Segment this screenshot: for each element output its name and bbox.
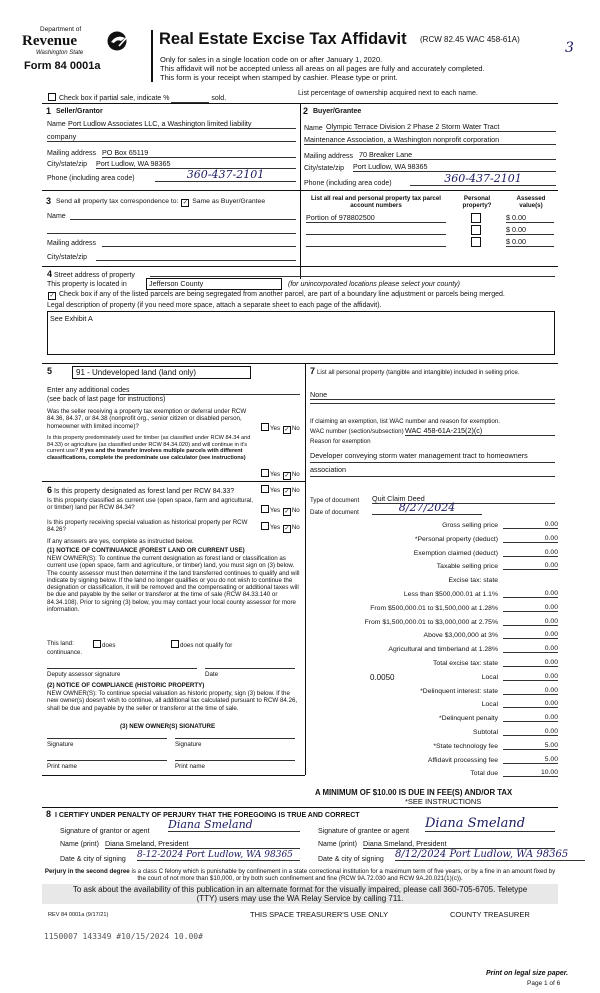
form-title: Real Estate Excise Tax Affidavit xyxy=(159,30,407,48)
perjury-notice xyxy=(42,868,558,883)
grantor-signature-label: Signature of grantor or agent xyxy=(60,828,150,835)
revision-number: REV 84 0001a (9/17/21) xyxy=(48,912,109,918)
timber-question-text: Is this property predominately used for timber (as classified under RCW 84.34 and 84.33) or agriculture (as classified under RCW 84.34.020) and will continue in it's current use? xyxy=(47,435,251,455)
notice-compliance-body: NEW OWNER(S): To continue special valuation as historic property, sign (3) below. If the new owner(s) doesn't wish to continue, all additional tax calculated pursuant to RCW 84.26, shall be due and payable by the seller or transferor at the time of sale. xyxy=(47,690,298,712)
header-note-2: This affidavit will not be accepted unless all areas on all pages are fully and accurately completed. xyxy=(160,64,485,73)
current-use-yes-no xyxy=(260,505,300,516)
calc-row-label: Total due xyxy=(470,770,498,778)
calc-row-label: Affidavit processing fee xyxy=(427,756,498,764)
calc-row-label: *Delinquent penalty xyxy=(439,715,498,723)
tax-calculation-table xyxy=(310,520,558,782)
timber-no-checkbox[interactable]: ✓ xyxy=(284,473,290,479)
personal-property-checkbox[interactable] xyxy=(471,237,481,247)
calc-row-label: Exemption claimed (deduct) xyxy=(413,549,498,557)
state-label: Washington State xyxy=(36,50,84,56)
no-label: No xyxy=(291,487,300,494)
county-select[interactable]: Jefferson County xyxy=(146,278,282,290)
does-not-option xyxy=(170,640,232,649)
sec3-name-field[interactable] xyxy=(70,211,296,220)
same-as-buyer-label: Same as Buyer/Grantee xyxy=(192,198,266,205)
owner-print-field-1[interactable] xyxy=(47,759,167,761)
segregated-checkbox[interactable]: ✓ xyxy=(49,293,55,299)
calc-row-label: Total excise tax: state xyxy=(433,660,498,667)
calc-row-label: *Delinquent interest: state xyxy=(420,687,498,695)
deputy-date-label: Date xyxy=(205,671,219,678)
seller-phone-field[interactable]: 360-437-2101 xyxy=(155,168,296,182)
section-1-title: Seller/Grantor xyxy=(56,108,103,115)
calc-row-label: From $1,500,000.01 to $3,000,000 at 2.75% xyxy=(364,618,498,626)
personal-col-header: Personal property? xyxy=(462,195,492,210)
calc-row xyxy=(310,699,558,713)
timber-question-bold: If yes and the transfer involves multiple parcels with different classifications, complete the predominate use calculator (see instructions) xyxy=(47,448,246,461)
same-as-buyer-checkbox[interactable]: ✓ xyxy=(182,200,188,206)
street-address-row xyxy=(47,269,135,279)
parcel-row xyxy=(306,213,558,225)
partial-percent-field[interactable] xyxy=(171,95,209,103)
see-list-note: (see back of last page for instructions) xyxy=(47,396,166,403)
buyer-city-label: City/state/zip xyxy=(304,165,345,172)
exemption-question: Was the seller receiving a property tax exemption or deferral under RCW 84.36, 84.37, or 84.38 (nonprofit org., senior citizen or disabled person, homeowner with limited income)? xyxy=(47,408,247,430)
grantor-signature[interactable]: Diana Smeland xyxy=(168,818,300,832)
calc-row-label: Local xyxy=(481,701,498,709)
does-label: does xyxy=(102,642,116,649)
seller-name-field[interactable]: Port Ludlow Associates LLC, a Washington limited liability xyxy=(68,119,296,129)
calc-row xyxy=(310,603,558,617)
calc-row-value[interactable]: 5.00 xyxy=(503,742,558,750)
grantor-date-label: Date & city of signing xyxy=(60,856,126,863)
notice-continuance-title: (1) NOTICE OF CONTINUANCE (FOREST LAND OR CURRENT USE) xyxy=(47,547,245,554)
calc-row-label: Taxable selling price xyxy=(436,563,498,571)
section-8-number: 8 xyxy=(46,809,52,819)
parcel-row xyxy=(306,237,558,249)
rule xyxy=(42,775,305,776)
section-7-number: 7 xyxy=(310,366,316,376)
reason-field[interactable]: Developer conveying storm water management tract to homeowners association xyxy=(310,451,528,474)
personal-property-label: List all personal property (tangible and intangible) included in selling price. xyxy=(316,369,520,376)
grantor-date-field[interactable]: 8-12-2024 Port Ludlow, WA 98365 xyxy=(137,850,300,861)
this-land-label: This land: xyxy=(47,640,74,647)
buyer-name-field-2[interactable]: Maintenance Association, a Washington nonprofit corporation xyxy=(304,135,556,145)
personal-property-row xyxy=(310,366,555,376)
personal-property-field-2[interactable] xyxy=(310,402,555,404)
calc-row xyxy=(310,617,558,631)
claim-exemption-label: If claiming an exemption, list WAC number and reason for exemption. xyxy=(310,418,500,425)
does-checkbox[interactable] xyxy=(93,640,101,648)
continuance-label: continuance. xyxy=(47,649,83,656)
buyer-name-field[interactable]: Olympic Terrace Division 2 Phase 2 Storm Water Tract xyxy=(326,122,556,132)
yes-label: Yes xyxy=(270,471,281,478)
no-label: No xyxy=(291,471,300,478)
header-divider xyxy=(151,30,153,82)
seller-mail-label: Mailing address xyxy=(47,150,97,157)
unincorporated-note: (for unincorporated locations please select your county) xyxy=(288,281,460,288)
buyer-city-field[interactable]: Port Ludlow, WA 98365 xyxy=(353,162,556,172)
calc-row xyxy=(310,686,558,700)
buyer-mail-label: Mailing address xyxy=(304,153,354,160)
notice-continuance-body: NEW OWNER(S): To continue the current designation as forest land or classification as current use (open space, farm and agriculture, or timber) land, you must sign on (3) below. The county assessor must then determine if the land transferred continues to qualify and will indicate by signing below. If the land no longer qualifies or you do not wish to continue the designation or classification, it will be removed and the compensating or additional taxes will be due and payable by the seller or transferor at the time of sale (RCW 84.33.140 or 84.34.108). Prior to signing (3) below, you may contact your local county assessor for more information. xyxy=(47,555,300,614)
calc-row-value[interactable]: 0.00 xyxy=(503,590,558,598)
parcel-table xyxy=(306,213,558,249)
grantee-name-field[interactable]: Diana Smeland, President xyxy=(363,839,555,849)
calc-row-value[interactable]: 0.00 xyxy=(503,700,558,708)
rule xyxy=(42,363,558,364)
timber-yes-checkbox[interactable] xyxy=(261,469,269,477)
wac-field[interactable]: WAC 458-61A-215(2)(c) xyxy=(405,426,555,436)
forest-question-row xyxy=(47,485,234,495)
deputy-signature-field[interactable] xyxy=(47,667,197,669)
no-label: No xyxy=(291,425,300,432)
deputy-signature-label: Deputy assessor signature xyxy=(47,671,121,678)
seller-city-label: City/state/zip xyxy=(47,161,88,168)
wa-logo-icon xyxy=(104,30,134,52)
grantee-name-label: Name (print) xyxy=(318,841,357,848)
historic-yes-no xyxy=(260,522,300,533)
grantee-signature-label: Signature of grantee or agent xyxy=(318,828,410,835)
logo xyxy=(22,26,142,78)
section-1-number: 1 xyxy=(46,106,52,116)
see-instructions-note: *SEE INSTRUCTIONS xyxy=(405,797,482,806)
does-not-label: does not qualify for xyxy=(180,642,233,649)
calc-row xyxy=(310,520,558,534)
additional-codes-label: Enter any additional codes xyxy=(47,387,130,394)
calc-row xyxy=(310,741,558,755)
calc-row-label: Gross selling price xyxy=(442,522,498,529)
sec3-city-label: City/state/zip xyxy=(47,254,88,261)
accessibility-line-1: To ask about the availability of this publication in an alternate format for the visually impaired, please call 360-705-6705. Teletype xyxy=(72,885,528,894)
grantee-date-field[interactable]: 8/12/2024 Port Ludlow, WA 98365 xyxy=(395,849,585,861)
grantee-signature[interactable]: Diana Smeland xyxy=(425,816,555,832)
parcel-number-field[interactable] xyxy=(306,237,446,247)
section-3-row xyxy=(56,198,265,207)
seller-phone-label: Phone (including area code) xyxy=(47,175,135,182)
sec3-mail-label: Mailing address xyxy=(47,240,97,247)
no-label: No xyxy=(291,507,300,514)
yes-label: Yes xyxy=(270,524,281,531)
calc-row-label: Less than $500,000.01 at 1.1% xyxy=(403,591,498,598)
does-option xyxy=(92,640,115,649)
doc-type-label: Type of document xyxy=(310,497,360,504)
calc-row-value[interactable]: 0.00 xyxy=(503,687,558,695)
calc-row-value[interactable]: 0.00 xyxy=(503,714,558,722)
calc-row xyxy=(310,727,558,741)
legal-label: Legal description of property (if you need more space, attach a separate sheet to each page of the affidavit). xyxy=(47,302,382,309)
owner-signature-field-1[interactable] xyxy=(47,737,167,739)
calc-row xyxy=(310,672,558,686)
sold-label: sold. xyxy=(211,95,227,102)
calc-row-value[interactable]: 0.00 xyxy=(503,631,558,639)
segregated-label: Check box if any of the listed parcels are being segregated from another parcel, are part of a boundary line adjustment or parcels being merged. xyxy=(58,291,505,298)
calc-row-value[interactable]: 0.00 xyxy=(503,604,558,612)
calc-row-label: Local xyxy=(481,673,498,681)
calc-row-label: Above $3,000,000 at 3% xyxy=(423,632,498,640)
rule xyxy=(42,266,558,267)
personal-property-field[interactable]: None xyxy=(310,390,555,400)
legal-paper-note: Print on legal size paper. xyxy=(486,970,569,977)
doc-date-label: Date of document xyxy=(310,509,359,516)
calc-row-value[interactable]: 0.00 xyxy=(503,549,558,557)
no-label: No xyxy=(291,524,300,531)
partial-sale-row xyxy=(47,93,226,103)
print-name-label: Print name xyxy=(175,763,205,770)
deputy-date-field[interactable] xyxy=(205,667,295,669)
historic-yes-checkbox[interactable] xyxy=(261,522,269,530)
perjury-text: is a class C felony which is punishable by confinement in a state correctional institution for a maximum term of five years, or by a fine in an amount fixed by the court of not more than $10,000, or by both such confinement and fine (RCW 9A.72.030 and RCW 9A.20.021(1)(c)). xyxy=(129,868,556,883)
current-use-question: Is this property classified as current use (open space, farm and agricultural, or timber) land per RCW 84.34? xyxy=(47,497,254,512)
new-owner-signature-title: (3) NEW OWNER(S) SIGNATURE xyxy=(120,723,216,730)
calc-row xyxy=(310,768,558,782)
county-treasurer-label: COUNTY TREASURER xyxy=(450,910,530,919)
calc-row-label: *State technology fee xyxy=(433,742,498,750)
header-note-3: This form is your receipt when stamped by cashier. Please type or print. xyxy=(160,73,398,82)
legal-description-field[interactable]: See Exhibit A xyxy=(47,311,555,355)
dept-label: Department of xyxy=(40,26,82,33)
calc-row-label: *Personal property (deduct) xyxy=(414,535,498,543)
calc-row-value[interactable]: 0.00 xyxy=(503,562,558,570)
correspondence-label: Send all property tax correspondence to: xyxy=(56,198,179,205)
rule xyxy=(305,363,306,775)
current-use-yes-checkbox[interactable] xyxy=(261,505,269,513)
calc-row xyxy=(310,589,558,603)
minimum-due-note: A MINIMUM OF $10.00 IS DUE IN FEE(S) AND/OR TAX xyxy=(315,788,513,797)
exemption-yes-no xyxy=(260,423,300,434)
assessed-col-header: Assessed value(s) xyxy=(516,195,546,210)
personal-property-checkbox[interactable] xyxy=(471,213,481,223)
form-citation: (RCW 82.45 WAC 458-61A) xyxy=(420,35,520,44)
seller-name-label: Name xyxy=(47,121,66,128)
calc-row-label: From $500,000.01 to $1,500,000 at 1.28% xyxy=(370,604,498,612)
accessibility-line-2: (TTY) users may use the WA Relay Service by calling 711. xyxy=(196,894,404,903)
buyer-name-label: Name xyxy=(304,125,323,132)
notice-compliance-title: (2) NOTICE OF COMPLIANCE (HISTORIC PROPERTY) xyxy=(47,682,205,689)
forest-yes-no xyxy=(260,485,300,496)
if-yes-note: If any answers are yes, complete as instructed below. xyxy=(47,538,194,545)
yes-label: Yes xyxy=(270,425,281,432)
calc-row xyxy=(310,575,558,589)
calc-row xyxy=(310,713,558,727)
rule xyxy=(42,481,305,482)
certify-statement: I CERTIFY UNDER PENALTY OF PERJURY THAT THE FOREGOING IS TRUE AND CORRECT xyxy=(55,812,360,819)
signature-label: Signature xyxy=(47,741,74,748)
timber-yes-no xyxy=(260,469,300,480)
calc-row-label: Subtotal xyxy=(473,729,498,736)
doc-date-field[interactable]: 8/27/2024 xyxy=(372,501,482,515)
historic-no-checkbox[interactable]: ✓ xyxy=(284,526,290,532)
current-use-no-checkbox[interactable]: ✓ xyxy=(284,509,290,515)
segregated-row xyxy=(47,291,557,300)
calc-row-value[interactable]: 0.00 xyxy=(503,659,558,667)
calc-row-value[interactable]: 5.00 xyxy=(503,756,558,764)
sec3-city-field[interactable] xyxy=(96,252,296,261)
local-rate: 0.0050 xyxy=(370,672,395,682)
buyer-phone-label: Phone (including area code) xyxy=(304,180,392,187)
grantor-name-label: Name (print) xyxy=(60,841,99,848)
calc-row xyxy=(310,755,558,769)
timber-question xyxy=(47,435,257,461)
section-2-number: 2 xyxy=(303,106,309,116)
rule xyxy=(300,103,301,279)
section-5-number: 5 xyxy=(47,366,53,376)
partial-sale-label: Check box if partial sale, indicate % xyxy=(58,95,170,102)
calc-row xyxy=(310,534,558,548)
section-3-number: 3 xyxy=(46,196,52,206)
owner-signature-field-2[interactable] xyxy=(175,737,295,739)
rule xyxy=(300,190,558,191)
assessed-value-field[interactable]: $ 0.00 xyxy=(506,225,554,235)
calc-row xyxy=(310,548,558,562)
rule xyxy=(310,462,555,463)
calc-row xyxy=(310,561,558,575)
buyer-phone-field[interactable]: 360-437-2101 xyxy=(410,172,556,186)
sec3-name-label: Name xyxy=(47,213,66,220)
perjury-bold: Perjury in the second degree xyxy=(44,868,130,875)
forest-question: Is this property designated as forest land per RCW 84.33? xyxy=(53,488,235,495)
calc-row-value[interactable]: 0.00 xyxy=(503,645,558,653)
buyer-mail-field[interactable]: 70 Breaker Lane xyxy=(359,150,556,160)
print-name-label: Print name xyxy=(47,763,77,770)
calc-row-value[interactable]: 0.00 xyxy=(503,535,558,543)
forest-yes-checkbox[interactable] xyxy=(261,485,269,493)
yes-label: Yes xyxy=(270,487,281,494)
rule xyxy=(310,476,555,477)
seller-mail-field[interactable]: PO Box 65119 xyxy=(102,148,296,158)
form-number: Form 84 0001a xyxy=(24,60,101,72)
calc-row xyxy=(310,658,558,672)
sec3-mail-field[interactable] xyxy=(102,238,296,247)
street-label: Street address of property xyxy=(53,272,135,279)
historic-question: Is this property receiving special valuation as historical property per RCW 84.26? xyxy=(47,519,248,534)
reason-label: Reason for exemption xyxy=(310,438,371,445)
seller-name-field-2[interactable]: company xyxy=(47,132,296,142)
doc-type-field[interactable]: Quit Claim Deed xyxy=(372,494,555,504)
list-percentage-note: List percentage of ownership acquired next to each name. xyxy=(298,90,478,97)
grantor-name-field[interactable]: Diana Smeland, President xyxy=(105,839,300,849)
signature-label: Signature xyxy=(175,741,202,748)
exemption-no-checkbox[interactable]: ✓ xyxy=(284,427,290,433)
does-not-checkbox[interactable] xyxy=(171,640,179,648)
calc-row-label: Agricultural and timberland at 1.28% xyxy=(388,646,498,654)
land-use-code-select[interactable]: 91 - Undeveloped land (land only) xyxy=(72,366,251,379)
yes-label: Yes xyxy=(270,507,281,514)
wac-label: WAC number (section/subsection) xyxy=(310,428,404,435)
parcel-number-field[interactable]: Portion of 978802500 xyxy=(306,213,446,223)
exemption-yes-checkbox[interactable] xyxy=(261,423,269,431)
section-6-number: 6 xyxy=(47,485,53,495)
calc-row-value[interactable]: 0.00 xyxy=(503,673,558,681)
forest-no-checkbox[interactable]: ✓ xyxy=(284,489,290,495)
page-annotation: 3 xyxy=(565,40,574,56)
calc-row-value[interactable]: 0.00 xyxy=(503,521,558,529)
accessibility-banner xyxy=(42,884,558,904)
additional-codes-field[interactable] xyxy=(120,386,300,395)
parcel-row xyxy=(306,225,558,237)
page-number: Page 1 of 6 xyxy=(527,980,561,987)
calc-row-value[interactable]: 10.00 xyxy=(503,769,558,777)
partial-sale-checkbox[interactable] xyxy=(48,93,56,101)
sec3-name-field-2[interactable] xyxy=(47,225,296,234)
header-note-1: Only for sales in a single location code on or after January 1, 2020. xyxy=(160,55,383,64)
located-label: This property is located in xyxy=(47,281,127,288)
section-2-title: Buyer/Grantee xyxy=(313,108,362,115)
personal-property-checkbox[interactable] xyxy=(471,225,481,235)
calc-row xyxy=(310,630,558,644)
calc-row xyxy=(310,644,558,658)
grantee-date-label: Date & city of signing xyxy=(318,856,384,863)
seller-city-field[interactable]: Port Ludlow, WA 98365 xyxy=(96,159,296,169)
calc-row-label: Excise tax: state xyxy=(448,577,498,585)
assessed-value-field[interactable]: $ 0.00 xyxy=(506,237,554,247)
parcel-number-field[interactable] xyxy=(306,225,446,235)
calc-row-value[interactable]: 0.00 xyxy=(503,618,558,626)
calc-row-value[interactable]: 0.00 xyxy=(503,728,558,736)
treasurer-use-note: THIS SPACE TREASURER'S USE ONLY xyxy=(250,910,389,919)
section-4-number: 4 xyxy=(47,269,53,279)
rule xyxy=(42,190,300,191)
agency-label: Revenue xyxy=(22,33,77,49)
street-address-field[interactable] xyxy=(150,268,555,277)
owner-print-field-2[interactable] xyxy=(175,759,295,761)
rule xyxy=(42,807,558,808)
parcel-col-header: List all real and personal property tax parcel account numbers xyxy=(311,195,441,210)
cashier-stamp: 1150007 143349 #10/15/2024 10.00# xyxy=(44,932,203,941)
assessed-value-field[interactable]: $ 0.00 xyxy=(506,213,554,223)
